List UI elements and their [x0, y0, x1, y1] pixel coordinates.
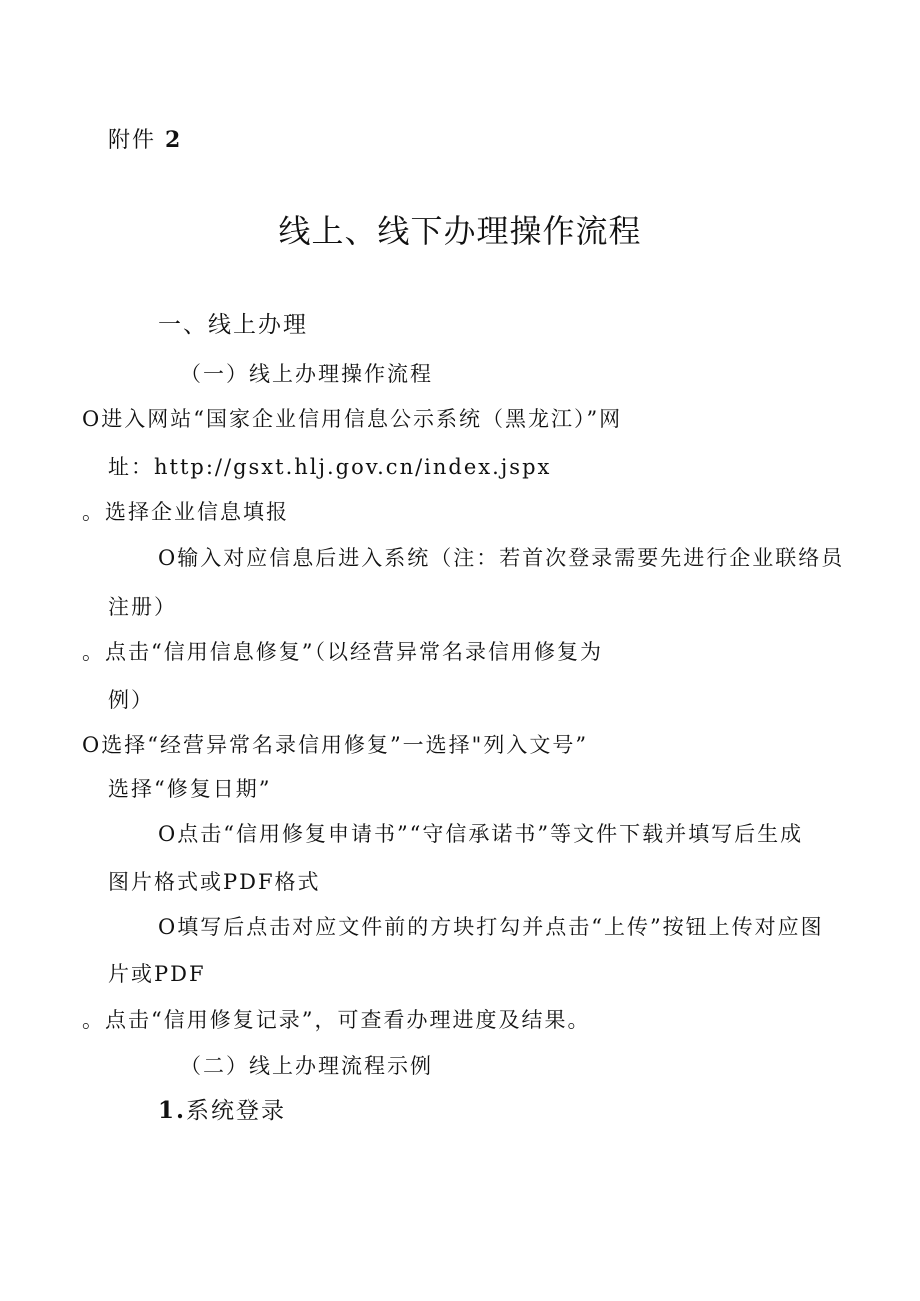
attachment-number: 2	[165, 127, 183, 153]
step-view-records: 。点击“信用修复记录”，可查看办理进度及结果。	[82, 1008, 591, 1032]
attachment-label	[108, 126, 182, 155]
step-upload-files: O填写后点击对应文件前的方块打勾并点击“上传”按钮上传对应图	[158, 915, 824, 939]
step-click-credit-repair-cont: 例）	[108, 688, 154, 712]
example-item-label: 系统登录	[186, 1098, 287, 1124]
step-upload-files-cont: 片或PDF	[108, 962, 206, 986]
document-title: 线上、线下办理操作流程	[278, 212, 642, 250]
step-download-forms: O点击“信用修复申请书”“守信承诺书”等文件下载并填写后生成	[158, 822, 804, 846]
subsection-heading-example: （二）线上办理流程示例	[180, 1054, 433, 1078]
section-heading-online: 一、线上办理	[158, 312, 308, 338]
example-item-number: 1.	[158, 1097, 187, 1124]
step-select-repair-type: O选择“经营异常名录信用修复”一选择"列入文号”	[82, 733, 589, 757]
example-item-login	[158, 1097, 286, 1125]
step-select-info-report: 。选择企业信息填报	[82, 500, 289, 524]
subsection-heading-process: （一）线上办理操作流程	[180, 362, 433, 386]
attachment-label-text: 附件	[108, 128, 157, 153]
step-download-forms-cont: 图片格式或PDF格式	[108, 870, 321, 894]
step-enter-website-url: 址：http://gsxt.hlj.gov.cn/index.jspx	[108, 455, 552, 479]
step-select-repair-date: 选择“修复日期”	[108, 777, 272, 801]
step-enter-info-cont: 注册）	[108, 595, 177, 619]
step-enter-website: O进入网站“国家企业信用信息公示系统（黑龙江）”网	[82, 407, 623, 431]
step-click-credit-repair: 。点击“信用信息修复”（以经营异常名录信用修复为	[82, 640, 603, 664]
step-enter-info: O输入对应信息后进入系统（注：若首次登录需要先进行企业联络员	[158, 546, 845, 570]
